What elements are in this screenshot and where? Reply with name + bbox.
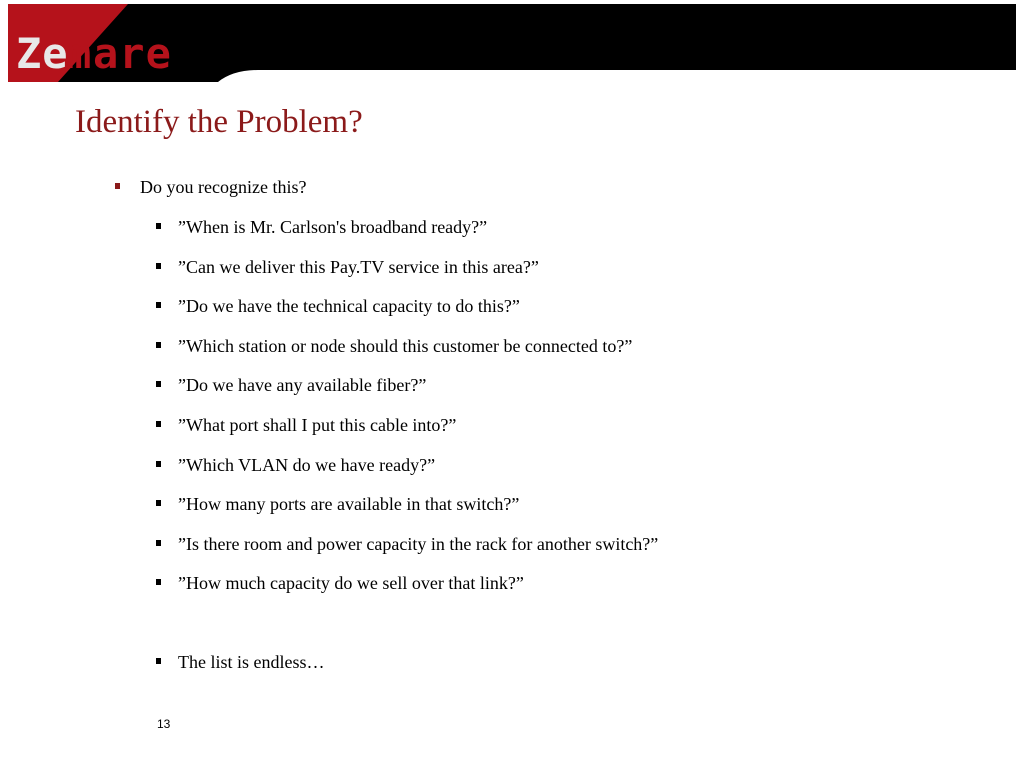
question-text: ”What port shall I put this cable into?”: [178, 415, 457, 435]
logo-text-ze: Ze: [16, 29, 69, 78]
bullet-square-icon: [156, 540, 161, 546]
header-graphic: [8, 4, 1016, 82]
bullet-square-icon: [156, 302, 161, 308]
question-item: [178, 493, 519, 515]
bullet-square-icon: [156, 579, 161, 585]
header-bar: [8, 4, 1016, 82]
question-text: ”Which VLAN do we have ready?”: [178, 455, 436, 475]
closing-bullet-text: The list is endless…: [178, 652, 325, 672]
question-item: [178, 256, 539, 278]
question-text: ”How much capacity do we sell over that link?”: [178, 573, 524, 593]
bullet-square-icon: [156, 461, 161, 467]
slide-title: Identify the Problem?: [75, 104, 363, 140]
question-item: [178, 454, 435, 476]
question-text: ”Is there room and power capacity in the rack for another switch?”: [178, 534, 659, 554]
logo-text-m: m: [66, 29, 93, 78]
logo-text-are: are: [93, 29, 172, 78]
question-item: [178, 572, 524, 594]
page-number: 13: [157, 717, 171, 731]
question-item: [178, 374, 426, 396]
question-text: ”How many ports are available in that switch?”: [178, 494, 520, 514]
bullet-square-icon: [156, 342, 161, 348]
bullet-square-icon: [156, 263, 161, 269]
bullet-square-icon: [156, 223, 161, 229]
bullet-square-icon: [156, 658, 161, 664]
bullet-square-icon: [156, 381, 161, 387]
main-bullet-text: Do you recognize this?: [140, 177, 307, 197]
question-text: ”Which station or node should this customer be connected to?”: [178, 336, 633, 356]
main-bullet: [140, 176, 306, 198]
question-text: ”Do we have the technical capacity to do this?”: [178, 296, 520, 316]
question-item: [178, 533, 658, 555]
bullet-square-icon: [115, 183, 120, 189]
question-text: ”Can we deliver this Pay.TV service in this area?”: [178, 257, 539, 277]
question-text: ”Do we have any available fiber?”: [178, 375, 427, 395]
question-item: [178, 414, 456, 436]
bullet-square-icon: [156, 421, 161, 427]
question-item: [178, 216, 487, 238]
closing-bullet: [178, 651, 325, 673]
question-item: [178, 335, 632, 357]
bullet-square-icon: [156, 500, 161, 506]
question-text: ”When is Mr. Carlson's broadband ready?”: [178, 217, 488, 237]
question-item: [178, 295, 520, 317]
